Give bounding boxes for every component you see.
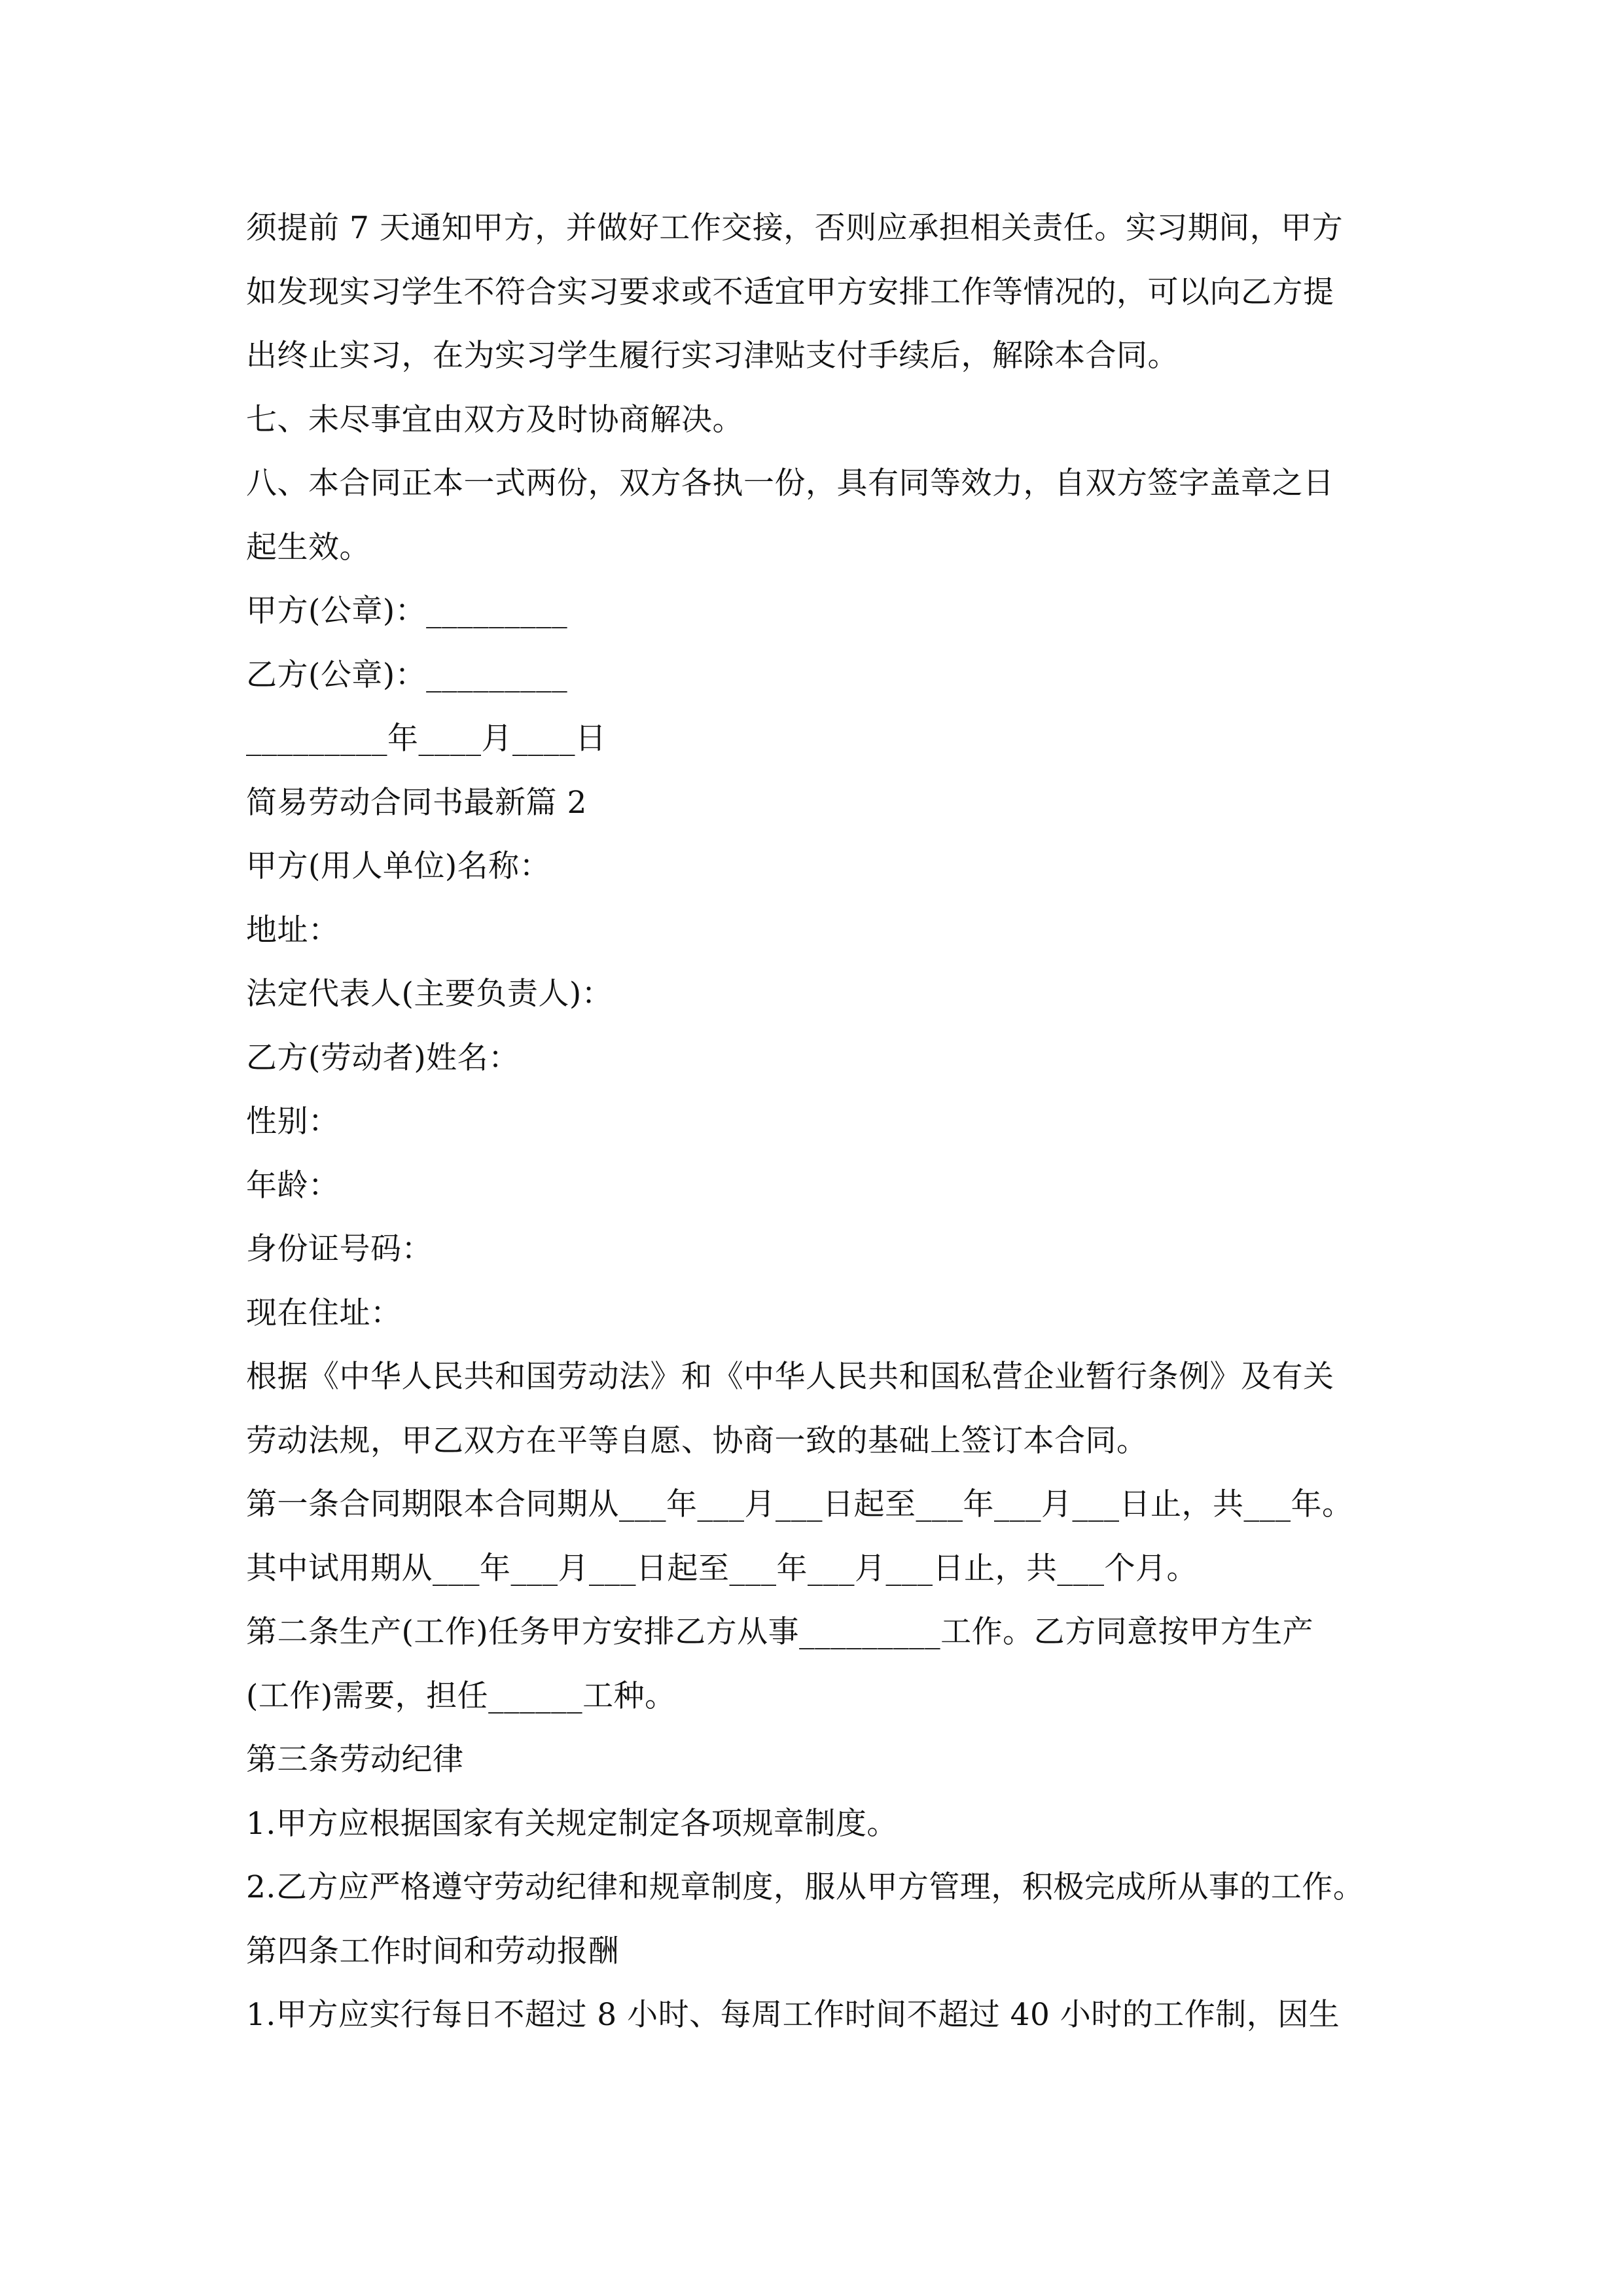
text-line: 2.乙方应严格遵守劳动纪律和规章制度，服从甲方管理，积极完成所从事的工作。 bbox=[246, 1869, 1364, 1905]
text-line: 性别： bbox=[246, 1103, 340, 1139]
text-line: 身份证号码： bbox=[246, 1231, 433, 1267]
text-line: 根据《中华人民共和国劳动法》和《中华人民共和国私营企业暂行条例》及有关 bbox=[246, 1359, 1334, 1395]
text-line: 八、本合同正本一式两份，双方各执一份，具有同等效力，自双方签字盖章之日 bbox=[246, 465, 1334, 501]
article-heading: 第三条劳动纪律 bbox=[246, 1742, 464, 1778]
text-line: 法定代表人(主要负责人)： bbox=[246, 976, 613, 1012]
text-line: 地址： bbox=[246, 912, 340, 948]
text-line: 第二条生产(工作)任务甲方安排乙方从事_________工作。乙方同意按甲方生产 bbox=[246, 1614, 1314, 1650]
date-line: _________年____月____日 bbox=[246, 721, 607, 757]
text-line: 现在住址： bbox=[246, 1295, 402, 1331]
text-line: 须提前 7 天通知甲方，并做好工作交接，否则应承担相关责任。实习期间，甲方 bbox=[246, 210, 1344, 246]
text-line: 乙方(劳动者)姓名： bbox=[246, 1039, 520, 1076]
text-line: 1.甲方应实行每日不超过 8 小时、每周工作时间不超过 40 小时的工作制，因生 bbox=[246, 1997, 1340, 2033]
text-line: 年龄： bbox=[246, 1167, 340, 1204]
section-heading: 简易劳动合同书最新篇 2 bbox=[246, 784, 587, 821]
text-line: 出终止实习，在为实习学生履行实习津贴支付手续后，解除本合同。 bbox=[246, 338, 1179, 374]
text-line: 其中试用期从___年___月___日起至___年___月___日止，共___个月。 bbox=[246, 1550, 1198, 1587]
text-line: 甲方(用人单位)名称： bbox=[246, 848, 551, 884]
party-a-seal-line: 甲方(公章)：_________ bbox=[246, 593, 568, 629]
text-line: 如发现实习学生不符合实习要求或不适宜甲方安排工作等情况的，可以向乙方提 bbox=[246, 274, 1334, 310]
text-line: 劳动法规，甲乙双方在平等自愿、协商一致的基础上签订本合同。 bbox=[246, 1422, 1148, 1459]
party-b-seal-line: 乙方(公章)：_________ bbox=[246, 656, 568, 693]
document-body bbox=[246, 196, 1418, 2047]
text-line: (工作)需要，担任______工种。 bbox=[246, 1677, 676, 1714]
text-line: 七、未尽事宜由双方及时协商解决。 bbox=[246, 401, 743, 438]
text-line: 起生效。 bbox=[246, 529, 370, 565]
article-heading: 第四条工作时间和劳动报酬 bbox=[246, 1933, 619, 1969]
text-line: 第一条合同期限本合同期从___年___月___日起至___年___月___日止，共___年。 bbox=[246, 1486, 1353, 1522]
text-line: 1.甲方应根据国家有关规定制定各项规章制度。 bbox=[246, 1805, 898, 1842]
